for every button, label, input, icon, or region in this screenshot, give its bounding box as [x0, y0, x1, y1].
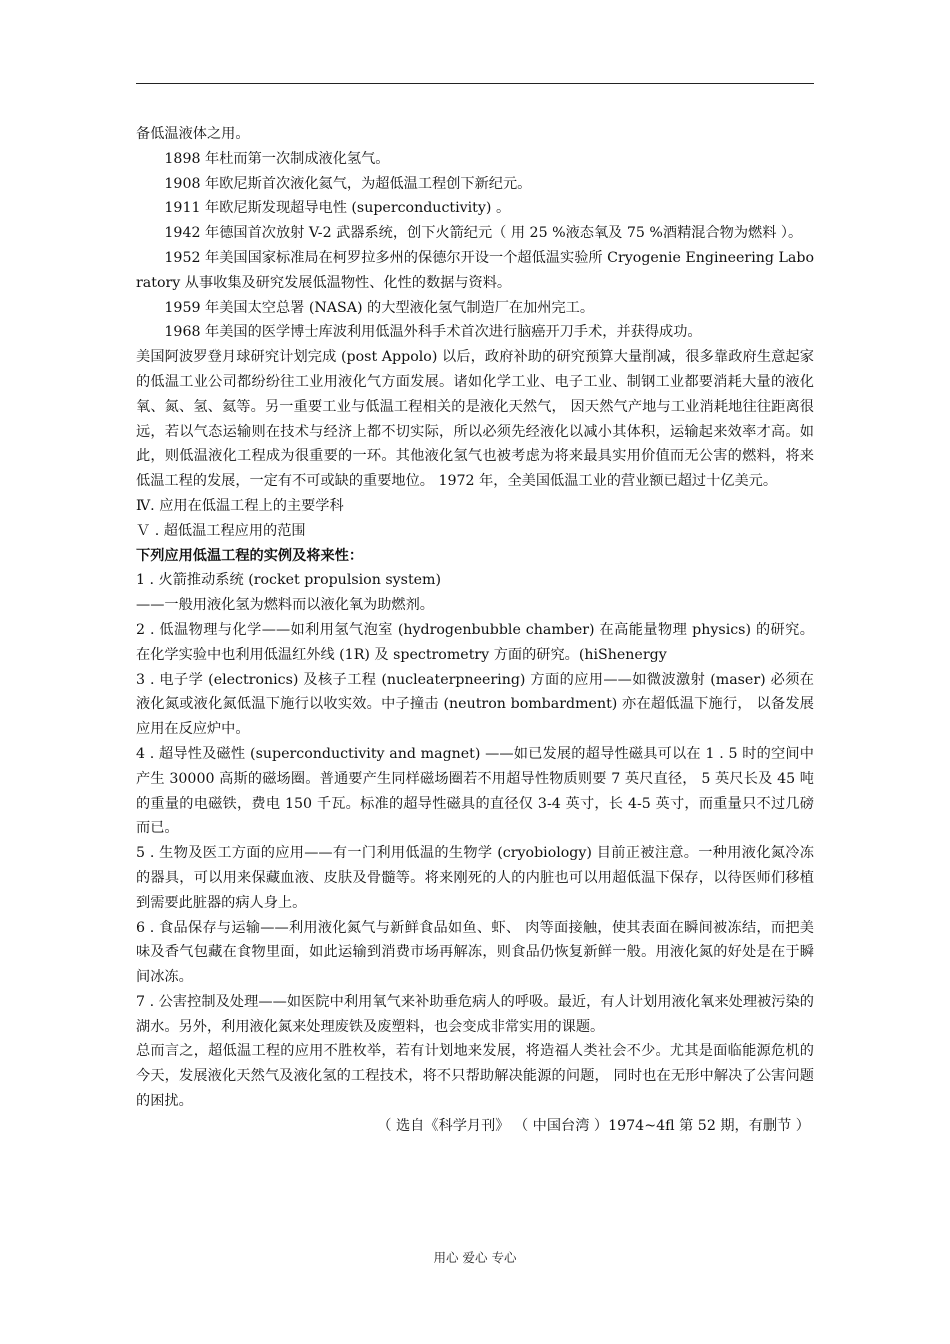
- list-item-1: 1 . 火箭推动系统 (rocket propulsion system): [136, 572, 442, 589]
- document-body: [136, 122, 814, 1139]
- paragraph-continuation: 备低温液体之用。: [136, 126, 250, 142]
- header-rule: [136, 83, 814, 84]
- industry-paragraph: 美国阿波罗登月球研究计划完成 (post Appolo) 以后，政府补助的研究预算大量削减，很多靠政府生意起家的低温工业公司都纷纷往工业用液化气方面发展。诸如化学工业、电子工业、制钢工业都要消耗大量的液化氧、氮、氢、氦等。另一重要工业与低温工程相关的是液化天然气， 因天然气产地与工业消耗地往往距离很远，若以气态运输则在技术与经济上都不切实际，所以必须先经液化以减小其体积，运输起来效率才高。如此，则低温液化工程成为很重要的一环。其他液化氢气也被考虑为将来最具实用价值而无公害的燃料，将来低温工程的发展，一定有不可或缺的重要地位。 1972 年，全美国低温工业的营业额已超过十亿美元。: [136, 349, 814, 490]
- source-citation: （ 选自《科学月刊》 （ 中国台湾 ）1974~4fl 第 52 期，有删节 ）: [377, 1117, 810, 1134]
- timeline-1911: 1911 年欧尼斯发现超导电性 (superconductivity) 。: [164, 200, 511, 217]
- timeline-1959: 1959 年美国太空总署 (NASA) 的大型液化氢气制造厂在加州完工。: [164, 299, 595, 316]
- timeline-1898: 1898 年杜而第一次制成液化氢气。: [164, 150, 390, 167]
- timeline-1942: 1942 年德国首次放射 V-2 武器系统，创下火箭纪元（ 用 25 %液态氧及 75 %酒精混合物为燃料 ）。: [164, 225, 803, 242]
- list-item-6: 6 . 食品保存与运输——利用液化氮气与新鲜食品如鱼、虾、 肉等面接触，使其表面在瞬间被冻结，而把美味及香气包藏在食物里面，如此运输到消费市场再解冻，则食品仍恢复新鲜一般。用液化氮的好处是在于瞬间冰冻。: [136, 919, 814, 986]
- timeline-1952: 1952 年美国国家标准局在柯罗拉多州的保德尔开设一个超低温实验所 Cryogenie Engineering Laboratory 从事收集及研究发展低温物性、化性的数据与资料。: [136, 249, 814, 291]
- list-item-7: 7 . 公害控制及处理——如医院中利用氧气来补助垂危病人的呼吸。最近，有人计划用液化氧来处理被污染的湖水。另外，利用液化氮来处理废铁及废塑料，也会变成非常实用的课题。: [136, 993, 814, 1035]
- page-footer: 用心 爱心 专心: [433, 1250, 517, 1265]
- list-item-1-detail: ——一般用液化氢为燃料而以液化氧为助燃剂。: [136, 597, 434, 614]
- list-item-3: 3 . 电子学 (electronics) 及核子工程 (nucleaterpneering) 方面的应用——如微波激射 (maser) 必须在液化氮或液化氮低温下施行以收实效。中子撞击 (neutron bombardment) 亦在超低温下施行， 以备发展应用在反应炉中。: [136, 671, 814, 738]
- list-item-4: 4 . 超导性及磁性 (superconductivity and magnet) ——如已发展的超导性磁具可以在 1 . 5 时的空间中产生 30000 高斯的磁场圈。普通要产生同样磁场圈若不用超导性物质则要 7 英尺直径， 5 英尺长及 45 吨的重量的电磁铁，费电 150 千瓦。标准的超导性磁具的直径仅 3-4 英寸，长 4-5 英寸，而重量只不过几磅而已。: [136, 745, 814, 837]
- timeline-1968: 1968 年美国的医学博士库波利用低温外科手术首次进行脑癌开刀手术，并获得成功。: [164, 324, 702, 341]
- section-heading-iv: Ⅳ. 应用在低温工程上的主要学科: [136, 497, 344, 514]
- conclusion-paragraph: 总而言之，超低温工程的应用不胜枚举，若有计划地来发展，将造福人类社会不少。尤其是面临能源危机的今天，发展液化天然气及液化氢的工程技术，将不只帮助解决能源的问题， 同时也在无形中解决了公害问题的困扰。: [136, 1043, 814, 1110]
- section-heading-v: Ｖ . 超低温工程应用的范围: [136, 522, 306, 539]
- list-item-5: 5 . 生物及医工方面的应用——有一门利用低温的生物学 (cryobiology) 目前正被注意。一种用液化氮冷冻的器具，可以用来保藏血液、皮肤及骨髓等。将来刚死的人的内脏也可以用超低温下保存，以待医师们移植到需要此脏器的病人身上。: [136, 845, 814, 911]
- list-item-2: 2 . 低温物理与化学——如利用氢气泡室 (hydrogenbubble chamber) 在高能量物理 physics) 的研究。在化学实验中也利用低温红外线 (1R) 及 spectrometry 方面的研究。(hiShenergy: [136, 621, 814, 663]
- examples-heading: 下列应用低温工程的实例及将来性：: [136, 547, 364, 564]
- timeline-1908: 1908 年欧尼斯首次液化氦气，为超低温工程创下新纪元。: [164, 175, 532, 192]
